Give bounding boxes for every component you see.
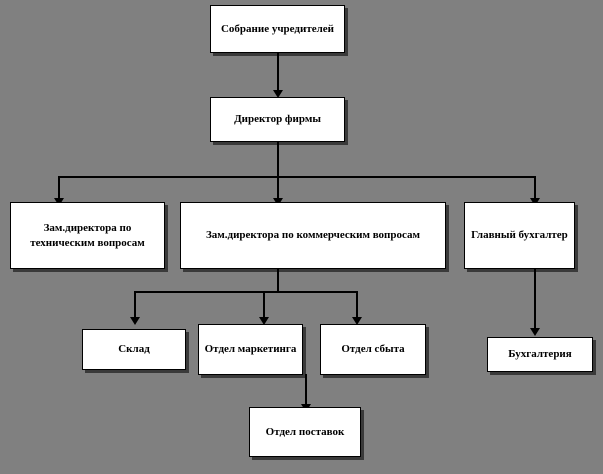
node-founders[interactable] — [210, 5, 345, 53]
node-accounting[interactable] — [487, 337, 593, 372]
connector-chief-accountant-accounting — [534, 268, 536, 330]
connector-bus-deputy-comm — [277, 176, 279, 200]
connector-deputy-comm-bus — [277, 268, 279, 292]
node-supply[interactable] — [249, 407, 361, 457]
bus-director-level2 — [58, 176, 535, 178]
arrow-chief-accountant-accounting — [530, 328, 540, 336]
connector-founders-director — [277, 52, 279, 92]
connector-bus-sales — [356, 291, 358, 319]
node-deputy-commercial[interactable] — [180, 202, 446, 269]
node-chief-accountant-label: Главный бухгалтер — [471, 229, 568, 242]
node-director-label: Директор фирмы — [234, 113, 321, 126]
connector-bus-marketing — [263, 291, 265, 319]
connector-director-bus — [277, 141, 279, 177]
connector-bus-chief-accountant — [534, 176, 536, 200]
node-sales-label: Отдел сбыта — [341, 343, 405, 356]
node-marketing[interactable] — [198, 324, 303, 375]
node-marketing-label: Отдел маркетинга — [204, 343, 297, 356]
connector-marketing-supply — [305, 374, 307, 406]
node-director[interactable] — [210, 97, 345, 142]
connector-bus-deputy-tech — [58, 176, 60, 200]
node-sales[interactable] — [320, 324, 426, 375]
node-deputy-technical[interactable] — [10, 202, 165, 269]
node-chief-accountant[interactable] — [464, 202, 575, 269]
node-warehouse[interactable] — [82, 329, 186, 370]
bus-deputy-comm-level3 — [134, 291, 358, 293]
node-warehouse-label: Склад — [118, 343, 150, 356]
node-deputy-technical-label: Зам.директора по техническим вопросам — [30, 221, 145, 249]
node-deputy-commercial-label: Зам.директора по коммерческим вопросам — [205, 229, 421, 242]
node-accounting-label: Бухгалтерия — [508, 348, 572, 361]
arrow-bus-warehouse — [130, 317, 140, 325]
node-supply-label: Отдел поставок — [265, 425, 345, 438]
node-founders-label: Собрание учредителей — [220, 22, 334, 35]
connector-bus-warehouse — [134, 291, 136, 319]
